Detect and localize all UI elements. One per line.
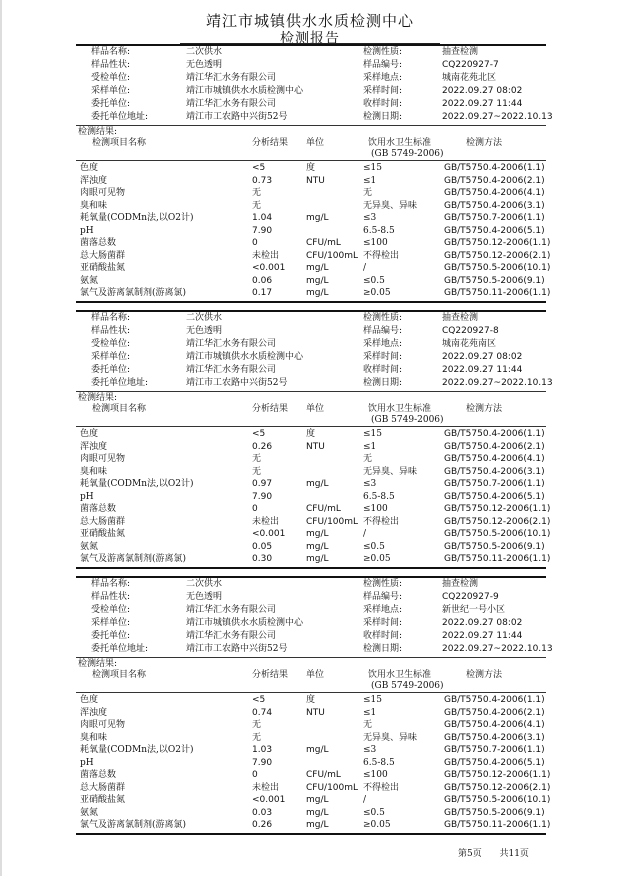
sample-props-label: 样品性状:	[91, 326, 131, 336]
item-unit: CFU/mL	[306, 238, 341, 248]
test-date-label: 检测日期:	[363, 112, 403, 122]
sample-props-value: 无色透明	[186, 592, 223, 602]
sampling-site-value: 城南花苑南区	[442, 339, 497, 349]
test-date-value: 2022.09.27~2022.10.13	[442, 644, 553, 654]
sampling-unit-label: 采样单位:	[91, 86, 131, 96]
sampling-time-value: 2022.09.27 08:02	[442, 618, 523, 628]
item-standard: 无	[363, 188, 373, 198]
item-standard: ≥0.05	[363, 554, 391, 564]
item-method: GB/T5750.11-2006(1.1)	[444, 554, 551, 564]
item-standard: 不得检出	[363, 782, 400, 793]
item-result: 0.26	[252, 441, 273, 452]
item-result: 0	[252, 238, 258, 248]
header-bottom-rule	[76, 692, 546, 693]
item-method: GB/T5750.4-2006(5.1)	[444, 225, 545, 236]
item-name: 色度	[80, 163, 99, 173]
item-result: 未检出	[252, 782, 280, 793]
header-bottom-rule	[76, 160, 546, 161]
item-result: 7.90	[252, 491, 273, 502]
item-name: 氯气及游离氯制剂(游离氯)	[80, 288, 187, 298]
sampling-site-value: 城南花苑北区	[442, 73, 497, 83]
sampling-site-label: 采样地点:	[363, 73, 403, 83]
receipt-time-label: 收样时间:	[363, 365, 403, 375]
client-address-label: 委托单位地址:	[91, 112, 149, 122]
inspected-unit-label: 受检单位:	[91, 605, 131, 615]
item-name: 浑浊度	[80, 441, 108, 452]
item-unit: mg/L	[306, 529, 329, 539]
item-result: <5	[252, 695, 266, 705]
item-result: <0.001	[252, 263, 286, 273]
item-standard: ≤100	[363, 504, 388, 514]
item-unit: mg/L	[306, 745, 329, 755]
col-unit-header: 单位	[306, 138, 325, 148]
item-standard: ≤1	[363, 175, 377, 186]
item-name: 氯气及游离氯制剂(游离氯)	[80, 820, 187, 830]
client-address-value: 靖江市工农路中兴街52号	[186, 378, 288, 388]
item-method: GB/T5750.12-2006(2.1)	[444, 782, 551, 793]
item-name: 耗氧量(CODMn法,以O2计)	[80, 745, 194, 755]
item-method: GB/T5750.12-2006(2.1)	[444, 250, 551, 261]
item-standard: 6.5-8.5	[363, 225, 395, 236]
item-unit: CFU/100mL	[306, 516, 359, 527]
page-number: 第5页	[458, 849, 482, 859]
item-standard: ≤15	[363, 695, 382, 705]
item-result: 无	[252, 720, 262, 730]
item-method: GB/T5750.12-2006(1.1)	[444, 770, 551, 780]
test-nature-label: 检测性质:	[363, 313, 403, 323]
item-standard: 不得检出	[363, 250, 400, 261]
sampling-time-label: 采样时间:	[363, 86, 403, 96]
item-name: 臭和味	[80, 466, 108, 477]
sample-name-label: 样品名称:	[91, 47, 131, 57]
item-standard: 6.5-8.5	[363, 757, 395, 768]
col-result-header: 分析结果	[252, 138, 289, 148]
sampling-unit-label: 采样单位:	[91, 618, 131, 628]
sampling-unit-value: 靖江市城镇供水水质检测中心	[186, 618, 304, 628]
sampling-site-label: 采样地点:	[363, 605, 403, 615]
item-result: 无	[252, 466, 262, 477]
item-result: <0.001	[252, 529, 286, 539]
section-top-rule	[76, 310, 546, 312]
item-standard: ≤0.5	[363, 541, 385, 552]
item-name: pH	[80, 225, 94, 236]
col-method-header: 检测方法	[466, 670, 503, 680]
receipt-time-value: 2022.09.27 11:44	[442, 365, 523, 375]
item-unit: CFU/100mL	[306, 250, 359, 261]
item-result: 无	[252, 188, 262, 198]
item-name: pH	[80, 491, 94, 502]
item-method: GB/T5750.11-2006(1.1)	[444, 288, 551, 298]
item-method: GB/T5750.4-2006(3.1)	[444, 732, 545, 743]
item-name: 色度	[80, 429, 99, 439]
col-result-header: 分析结果	[252, 670, 289, 680]
inspected-unit-label: 受检单位:	[91, 73, 131, 83]
client-address-value: 靖江市工农路中兴街52号	[186, 644, 288, 654]
item-method: GB/T5750.5-2006(9.1)	[444, 275, 545, 286]
item-name: 浑浊度	[80, 707, 108, 718]
client-unit-value: 靖江华汇水务有限公司	[186, 99, 277, 109]
col-std-header: 饮用水卫生标准	[368, 670, 432, 680]
item-standard: ≤15	[363, 429, 382, 439]
item-method: GB/T5750.7-2006(1.1)	[444, 479, 545, 489]
section-top-rule	[76, 44, 546, 46]
header-bottom-rule	[76, 426, 546, 427]
results-heading: 检测结果:	[78, 127, 118, 137]
receipt-time-label: 收样时间:	[363, 99, 403, 109]
col-std-header: 饮用水卫生标准	[368, 138, 432, 148]
sampling-unit-value: 靖江市城镇供水水质检测中心	[186, 86, 304, 96]
client-address-label: 委托单位地址:	[91, 378, 149, 388]
receipt-time-label: 收样时间:	[363, 631, 403, 641]
item-unit: 度	[306, 429, 316, 439]
client-address-label: 委托单位地址:	[91, 644, 149, 654]
item-standard: ≤3	[363, 213, 377, 223]
item-name: 氯气及游离氯制剂(游离氯)	[80, 554, 187, 564]
item-name: 亚硝酸盐氮	[80, 263, 126, 273]
item-standard: ≤3	[363, 479, 377, 489]
item-result: <0.001	[252, 795, 286, 805]
item-name: 臭和味	[80, 200, 108, 211]
item-unit: mg/L	[306, 554, 329, 564]
item-result: 0.74	[252, 707, 273, 718]
item-name: 肉眼可见物	[80, 188, 126, 198]
client-unit-label: 委托单位:	[91, 631, 131, 641]
item-standard: ≤0.5	[363, 807, 385, 818]
item-standard: 无	[363, 454, 373, 464]
report-title: 检测报告	[280, 31, 340, 47]
sample-no-value: CQ220927-7	[442, 60, 499, 70]
inspected-unit-label: 受检单位:	[91, 339, 131, 349]
item-result: 未检出	[252, 250, 280, 261]
test-date-value: 2022.09.27~2022.10.13	[442, 378, 553, 388]
item-method: GB/T5750.4-2006(1.1)	[444, 429, 545, 439]
info-bottom-rule	[76, 391, 546, 392]
item-standard: ≤1	[363, 441, 377, 452]
sample-name-value: 二次供水	[186, 47, 223, 57]
item-unit: NTU	[306, 175, 325, 186]
item-result: 0.03	[252, 807, 273, 818]
item-result: 7.90	[252, 225, 273, 236]
item-name: 菌落总数	[80, 504, 117, 514]
sampling-time-label: 采样时间:	[363, 352, 403, 362]
col-result-header: 分析结果	[252, 404, 289, 414]
item-standard: ≥0.05	[363, 288, 391, 298]
sampling-site-label: 采样地点:	[363, 339, 403, 349]
item-name: 总大肠菌群	[80, 782, 126, 793]
receipt-time-value: 2022.09.27 11:44	[442, 631, 523, 641]
inspected-unit-value: 靖江华汇水务有限公司	[186, 73, 277, 83]
item-method: GB/T5750.4-2006(5.1)	[444, 491, 545, 502]
item-result: 0	[252, 504, 258, 514]
item-standard: 无异臭、异味	[363, 466, 418, 477]
col-item-header: 检测项目名称	[92, 404, 147, 414]
item-name: 耗氧量(CODMn法,以O2计)	[80, 479, 194, 489]
sample-no-value: CQ220927-9	[442, 592, 499, 602]
item-method: GB/T5750.12-2006(1.1)	[444, 238, 551, 248]
item-unit: mg/L	[306, 275, 329, 286]
sample-name-label: 样品名称:	[91, 579, 131, 589]
item-standard: /	[363, 529, 367, 539]
item-standard: ≤15	[363, 163, 382, 173]
item-unit: mg/L	[306, 807, 329, 818]
sample-props-label: 样品性状:	[91, 60, 131, 70]
item-name: 总大肠菌群	[80, 250, 126, 261]
test-date-label: 检测日期:	[363, 378, 403, 388]
item-method: GB/T5750.5-2006(9.1)	[444, 541, 545, 552]
item-method: GB/T5750.4-2006(2.1)	[444, 175, 545, 186]
item-unit: mg/L	[306, 820, 329, 830]
col-method-header: 检测方法	[466, 404, 503, 414]
item-name: 总大肠菌群	[80, 516, 126, 527]
org-title: 靖江市城镇供水水质检测中心	[205, 12, 414, 30]
item-method: GB/T5750.4-2006(4.1)	[444, 454, 545, 464]
client-unit-label: 委托单位:	[91, 365, 131, 375]
sample-name-value: 二次供水	[186, 313, 223, 323]
sample-no-label: 样品编号:	[363, 326, 403, 336]
sampling-unit-value: 靖江市城镇供水水质检测中心	[186, 352, 304, 362]
inspected-unit-value: 靖江华汇水务有限公司	[186, 605, 277, 615]
item-standard: 不得检出	[363, 516, 400, 527]
item-method: GB/T5750.4-2006(5.1)	[444, 757, 545, 768]
client-unit-value: 靖江华汇水务有限公司	[186, 631, 277, 641]
item-standard: 无异臭、异味	[363, 732, 418, 743]
results-heading: 检测结果:	[78, 393, 118, 403]
item-method: GB/T5750.5-2006(10.1)	[444, 529, 551, 539]
item-unit: 度	[306, 695, 316, 705]
item-name: 菌落总数	[80, 238, 117, 248]
item-result: 0.30	[252, 554, 273, 564]
test-nature-value: 抽查检测	[442, 47, 479, 57]
inspected-unit-value: 靖江华汇水务有限公司	[186, 339, 277, 349]
item-name: 亚硝酸盐氮	[80, 529, 126, 539]
section-bottom-rule	[76, 833, 546, 835]
item-standard: ≤0.5	[363, 275, 385, 286]
item-standard: ≤100	[363, 238, 388, 248]
item-name: 浑浊度	[80, 175, 108, 186]
item-standard: 6.5-8.5	[363, 491, 395, 502]
col-std-sub-header: (GB 5749-2006)	[371, 415, 444, 425]
test-date-value: 2022.09.27~2022.10.13	[442, 112, 553, 122]
client-address-value: 靖江市工农路中兴街52号	[186, 112, 288, 122]
item-name: 色度	[80, 695, 99, 705]
col-std-sub-header: (GB 5749-2006)	[371, 681, 444, 691]
col-item-header: 检测项目名称	[92, 670, 147, 680]
sampling-time-value: 2022.09.27 08:02	[442, 86, 523, 96]
item-method: GB/T5750.4-2006(1.1)	[444, 163, 545, 173]
section-bottom-rule	[76, 301, 546, 303]
item-method: GB/T5750.5-2006(9.1)	[444, 807, 545, 818]
item-name: 肉眼可见物	[80, 720, 126, 730]
item-unit: mg/L	[306, 541, 329, 552]
item-unit: CFU/mL	[306, 504, 341, 514]
item-result: 1.03	[252, 745, 273, 755]
item-method: GB/T5750.4-2006(4.1)	[444, 720, 545, 730]
item-standard: /	[363, 263, 367, 273]
item-method: GB/T5750.4-2006(2.1)	[444, 707, 545, 718]
item-name: 氨氮	[80, 807, 99, 818]
col-std-sub-header: (GB 5749-2006)	[371, 149, 444, 159]
item-name: 亚硝酸盐氮	[80, 795, 126, 805]
item-unit: mg/L	[306, 263, 329, 273]
item-standard: /	[363, 795, 367, 805]
page-total: 共11页	[499, 849, 529, 859]
item-method: GB/T5750.4-2006(2.1)	[444, 441, 545, 452]
col-method-header: 检测方法	[466, 138, 503, 148]
item-method: GB/T5750.4-2006(3.1)	[444, 466, 545, 477]
col-std-header: 饮用水卫生标准	[368, 404, 432, 414]
item-standard: ≤100	[363, 770, 388, 780]
item-name: 氨氮	[80, 275, 99, 286]
item-standard: 无异臭、异味	[363, 200, 418, 211]
item-method: GB/T5750.7-2006(1.1)	[444, 213, 545, 223]
sampling-unit-label: 采样单位:	[91, 352, 131, 362]
item-method: GB/T5750.4-2006(1.1)	[444, 695, 545, 705]
item-result: 0.05	[252, 541, 273, 552]
item-method: GB/T5750.4-2006(3.1)	[444, 200, 545, 211]
item-name: 臭和味	[80, 732, 108, 743]
item-name: 肉眼可见物	[80, 454, 126, 464]
sample-name-value: 二次供水	[186, 579, 223, 589]
test-nature-label: 检测性质:	[363, 579, 403, 589]
item-name: pH	[80, 757, 94, 768]
sample-no-label: 样品编号:	[363, 592, 403, 602]
sample-no-label: 样品编号:	[363, 60, 403, 70]
client-unit-value: 靖江华汇水务有限公司	[186, 365, 277, 375]
item-result: 1.04	[252, 213, 273, 223]
item-unit: NTU	[306, 707, 325, 718]
item-result: 未检出	[252, 516, 280, 527]
section-top-rule	[76, 576, 546, 578]
test-date-label: 检测日期:	[363, 644, 403, 654]
item-result: 0.97	[252, 479, 273, 489]
sample-props-value: 无色透明	[186, 60, 223, 70]
item-result: 无	[252, 732, 262, 743]
col-item-header: 检测项目名称	[92, 138, 147, 148]
item-unit: CFU/mL	[306, 770, 341, 780]
item-result: 0.73	[252, 175, 273, 186]
info-bottom-rule	[76, 657, 546, 658]
col-unit-header: 单位	[306, 404, 325, 414]
item-result: 0.17	[252, 288, 273, 298]
item-name: 氨氮	[80, 541, 99, 552]
test-nature-label: 检测性质:	[363, 47, 403, 57]
section-bottom-rule	[76, 567, 546, 569]
test-nature-value: 抽查检测	[442, 313, 479, 323]
item-result: <5	[252, 429, 266, 439]
item-result: 0.06	[252, 275, 273, 286]
item-unit: mg/L	[306, 288, 329, 298]
item-method: GB/T5750.11-2006(1.1)	[444, 820, 551, 830]
sample-props-value: 无色透明	[186, 326, 223, 336]
receipt-time-value: 2022.09.27 11:44	[442, 99, 523, 109]
item-standard: 无	[363, 720, 373, 730]
item-result: 7.90	[252, 757, 273, 768]
sampling-time-label: 采样时间:	[363, 618, 403, 628]
item-name: 耗氧量(CODMn法,以O2计)	[80, 213, 194, 223]
sample-name-label: 样品名称:	[91, 313, 131, 323]
item-result: 0	[252, 770, 258, 780]
item-unit: NTU	[306, 441, 325, 452]
item-method: GB/T5750.4-2006(4.1)	[444, 188, 545, 198]
test-nature-value: 抽查检测	[442, 579, 479, 589]
item-method: GB/T5750.7-2006(1.1)	[444, 745, 545, 755]
item-result: 无	[252, 200, 262, 211]
item-result: 0.26	[252, 820, 273, 830]
item-unit: 度	[306, 163, 316, 173]
results-heading: 检测结果:	[78, 659, 118, 669]
page-footer	[458, 846, 529, 859]
item-unit: mg/L	[306, 795, 329, 805]
item-unit: mg/L	[306, 479, 329, 489]
item-method: GB/T5750.5-2006(10.1)	[444, 795, 551, 805]
item-unit: CFU/100mL	[306, 782, 359, 793]
sample-props-label: 样品性状:	[91, 592, 131, 602]
item-name: 菌落总数	[80, 770, 117, 780]
info-bottom-rule	[76, 125, 546, 126]
item-result: <5	[252, 163, 266, 173]
sample-no-value: CQ220927-8	[442, 326, 499, 336]
client-unit-label: 委托单位:	[91, 99, 131, 109]
item-unit: mg/L	[306, 213, 329, 223]
item-result: 无	[252, 454, 262, 464]
col-unit-header: 单位	[306, 670, 325, 680]
item-method: GB/T5750.5-2006(10.1)	[444, 263, 551, 273]
item-standard: ≤1	[363, 707, 377, 718]
item-method: GB/T5750.12-2006(1.1)	[444, 504, 551, 514]
item-standard: ≤3	[363, 745, 377, 755]
item-standard: ≥0.05	[363, 820, 391, 830]
sampling-site-value: 新世纪一号小区	[442, 605, 506, 615]
item-method: GB/T5750.12-2006(2.1)	[444, 516, 551, 527]
sampling-time-value: 2022.09.27 08:02	[442, 352, 523, 362]
